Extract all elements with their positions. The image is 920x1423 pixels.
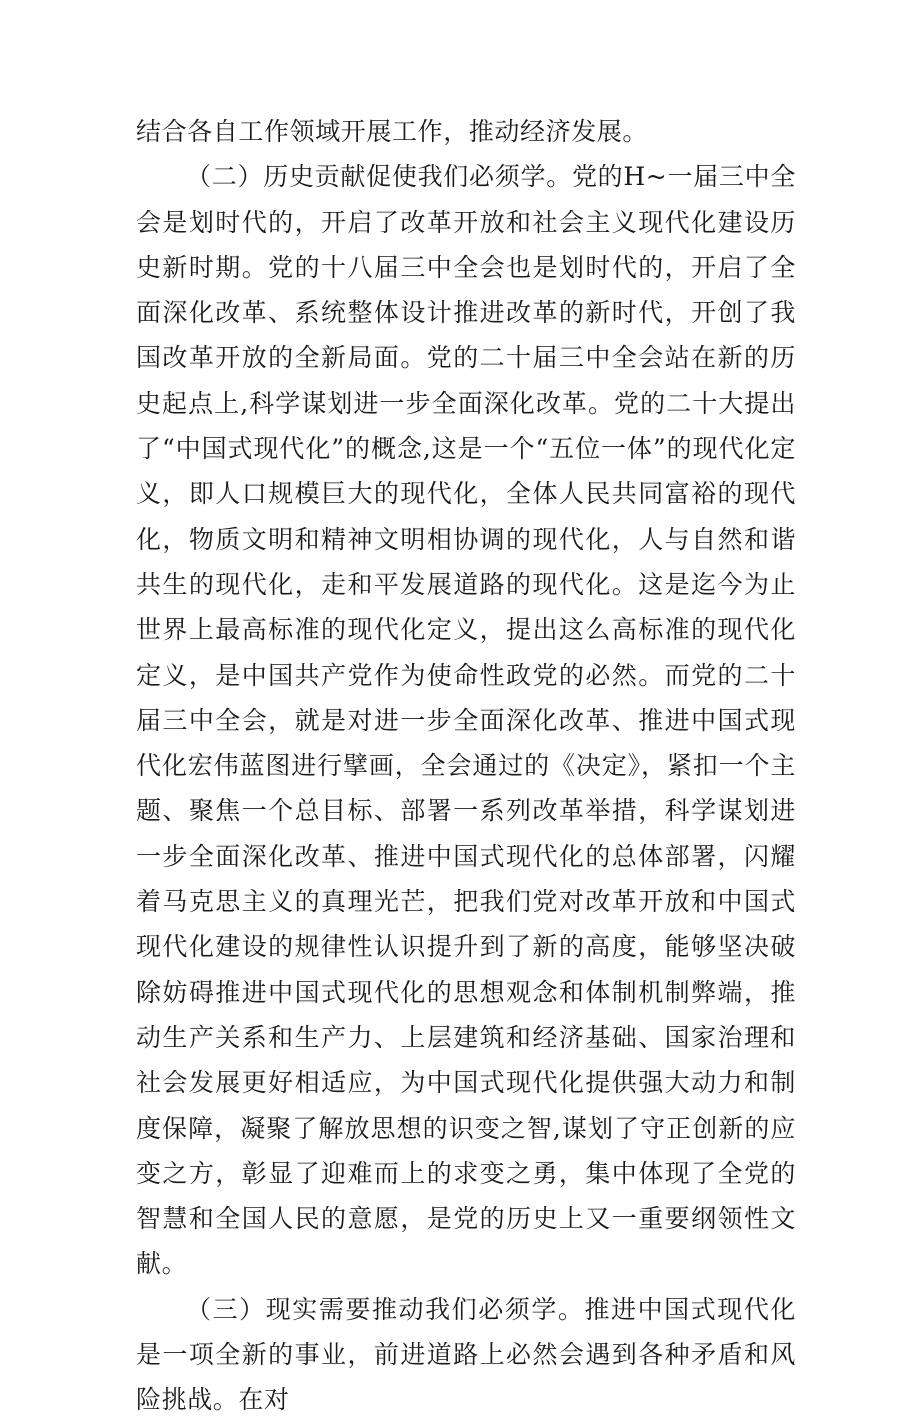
paragraph-practical-need: （三）现实需要推动我们必须学。推进中国式现代化是一项全新的事业，前进道路上必然会遇到各种矛盾和风险挑战。在对: [136, 1294, 796, 1415]
paragraph-historical-contribution: （二）历史贡献促使我们必须学。党的H~一届三中全会是划时代的，开启了改革开放和社会主义现代化建设历史新时期。党的十八届三中全会也是划时代的，开启了全面深化改革、系统整体设计推进改革的新时代，开创了我国改革开放的全新局面。党的二十届三中全会站在新的历史起点上,科学谋划进一步全面深化改革。党的二十大提出了“中国式现代化”的概念,这是一个“五位一体”的现代化定义，即人口规模巨大的现代化，全体人民共同富裕的现代化，物质文明和精神文明相协调的现代化，人与自然和谐共生的现代化，走和平发展道路的现代化。这是迄今为止世界上最高标准的现代化定义，提出这么高标准的现代化定义，是中国共产党作为使命性政党的必然。而党的二十届三中全会，就是对进一步全面深化改革、推进中国式现代化宏伟蓝图进行擘画，全会通过的《决定》，紧扣一个主题、聚焦一个总目标、部署一系列改革举措，科学谋划进一步全面深化改革、推进中国式现代化的总体部署，闪耀着马克思主义的真理光芒，把我们党对改革开放和中国式现代化建设的规律性认识提升到了新的高度，能够坚决破除妨碍推进中国式现代化的思想观念和体制机制弊端，推动生产关系和生产力、上层建筑和经济基础、国家治理和社会发展更好相适应，为中国式现代化提供强大动力和制度保障，凝聚了解放思想的识变之智,谋划了守正创新的应变之方，彰显了迎难而上的求变之勇，集中体现了全党的智慧和全国人民的意愿，是党的历史上又一重要纲领性文献。: [136, 162, 796, 1279]
paragraph-continuation: 结合各自工作领域开展工作，推动经济发展。: [136, 117, 649, 146]
document-body: [136, 109, 796, 1423]
